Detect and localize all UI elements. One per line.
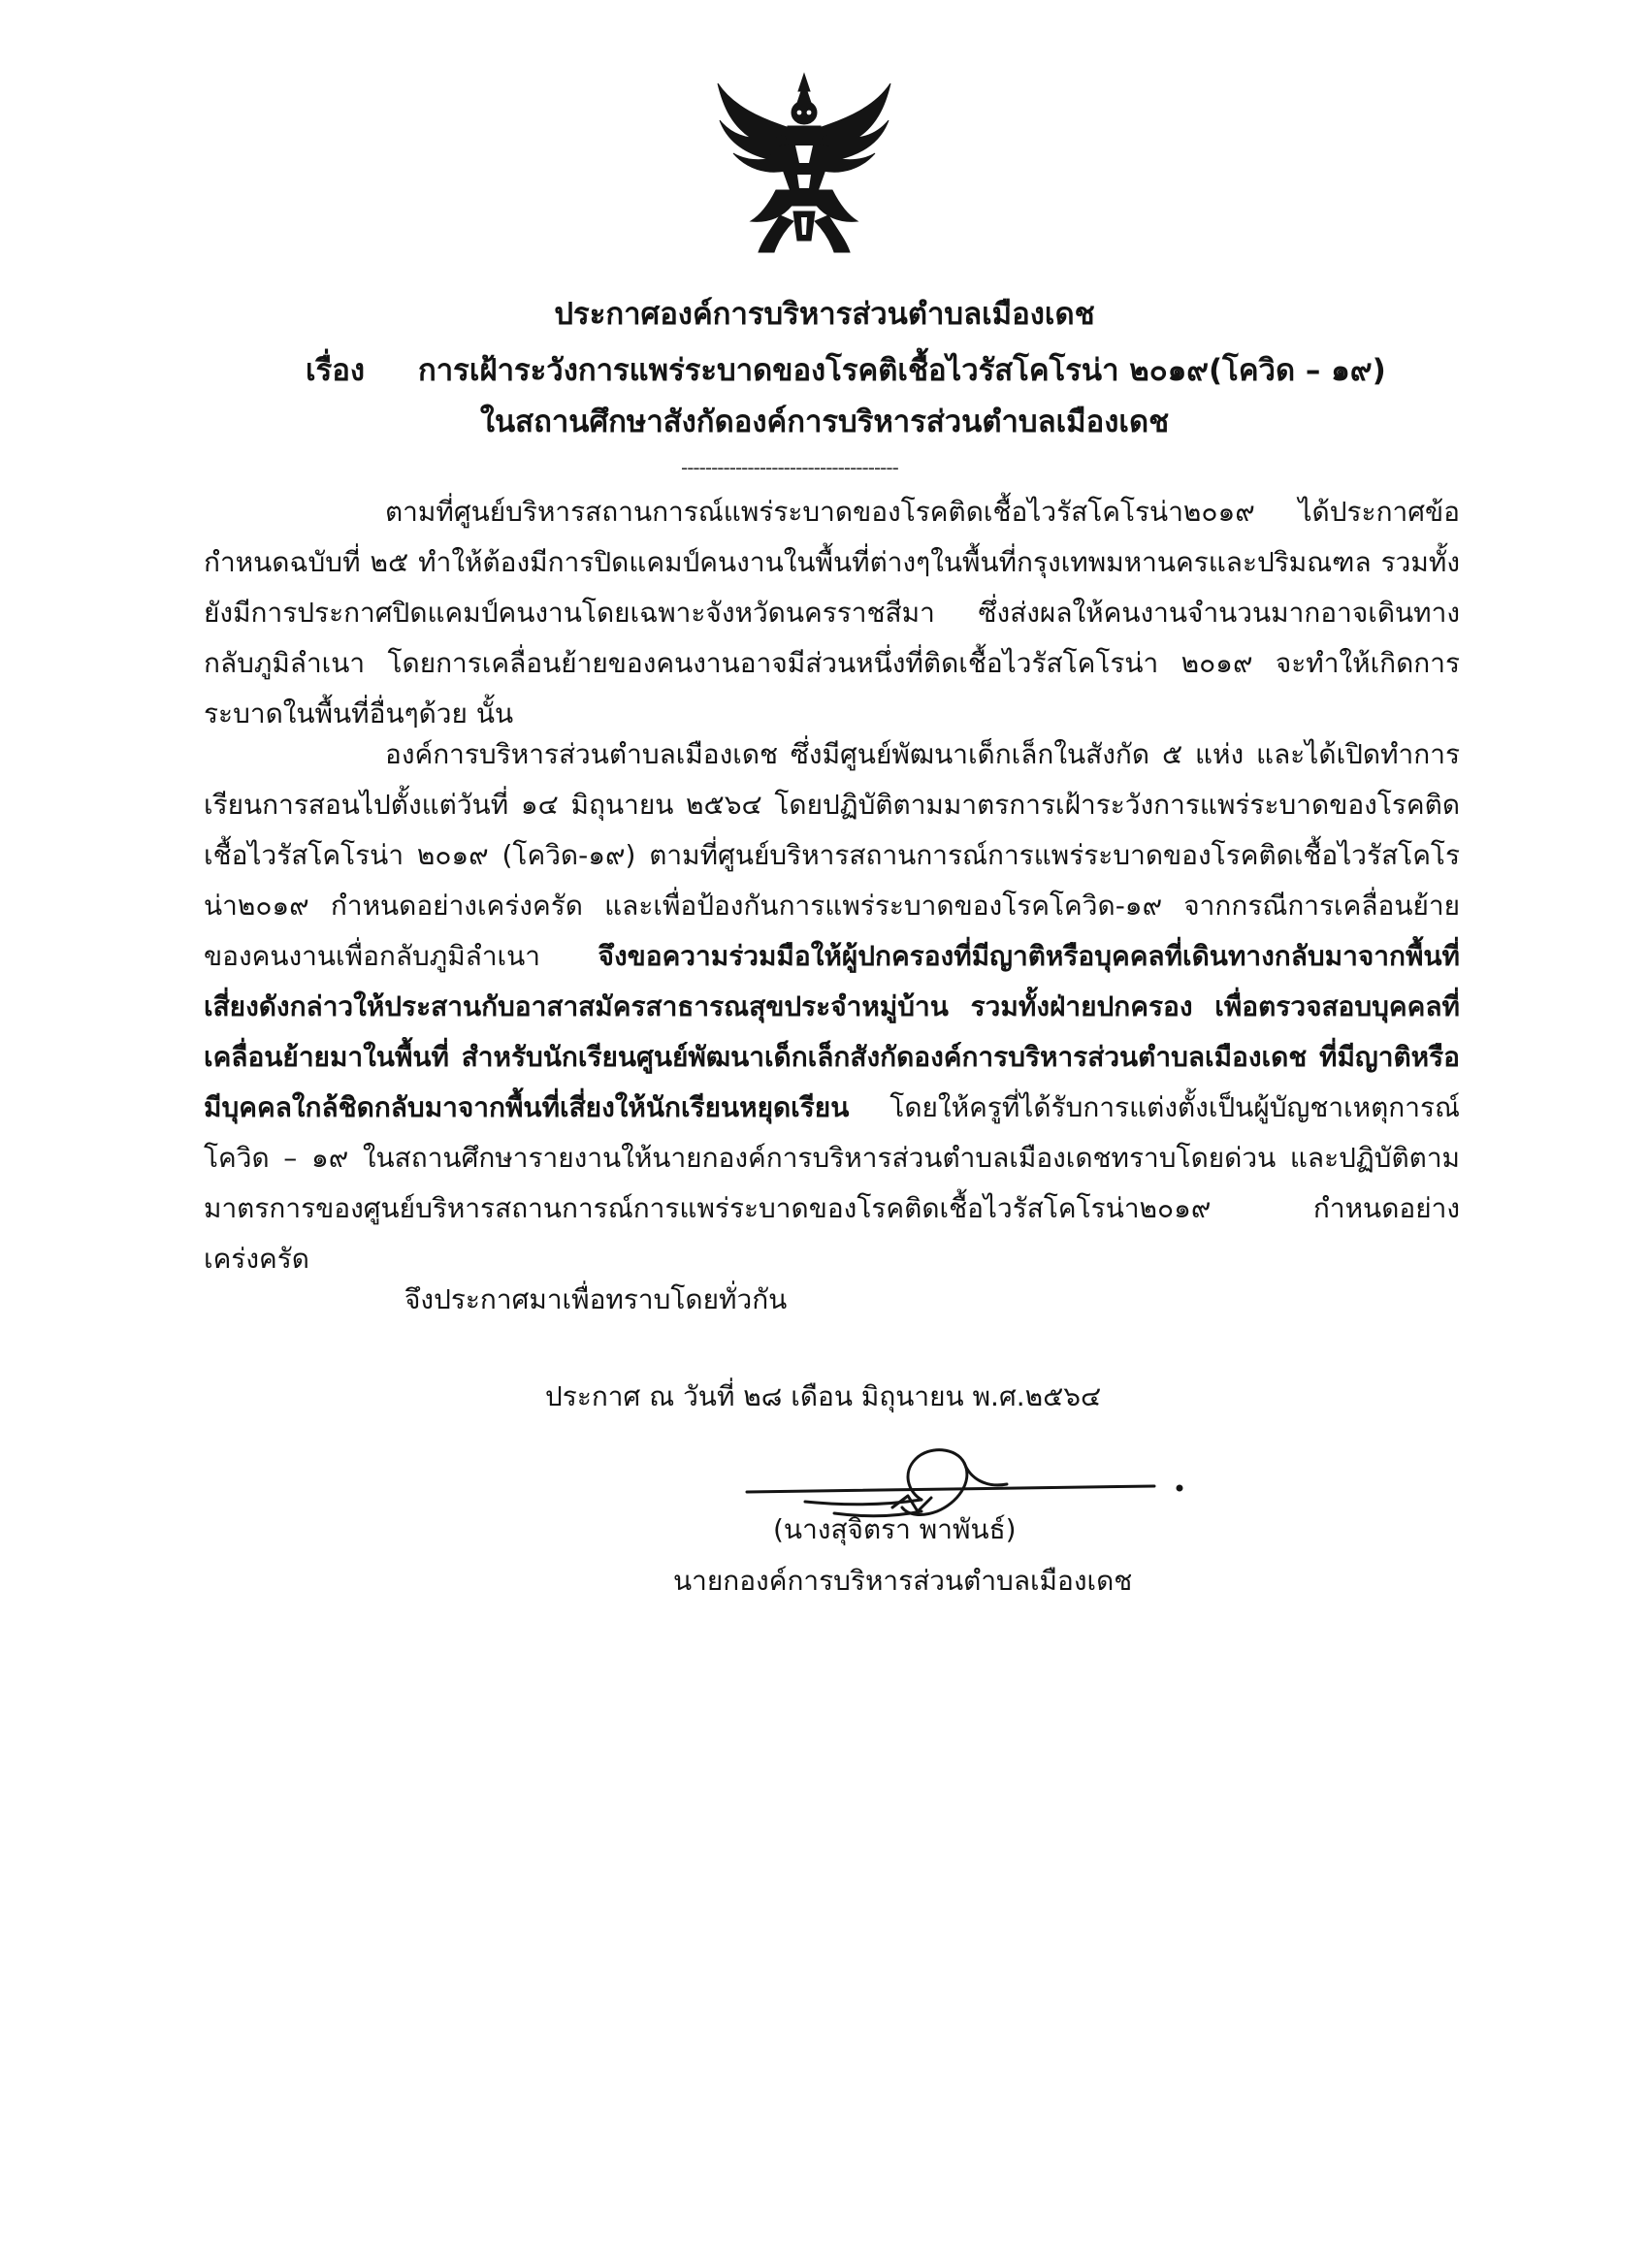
announcement-title: ประกาศองค์การบริหารส่วนตำบลเมืองเดช <box>554 297 1095 332</box>
closing-line: จึงประกาศมาเพื่อทราบโดยทั่วกัน <box>404 1283 788 1315</box>
paragraph-2-outro: โดยให้ครูที่ได้รับการแต่งตั้งเป็นผู้บัญชาเหตุการณ์โควิด – ๑๙ ในสถานศึกษารายงานให้นายกองค์การบริหารส่วนตำบลเมืองเดชทราบโดยด่วน และปฏิบัติตามมาตรการของศูนย์บริหารสถานการณ์การแพร่ระบาดของโรคติดเชื้อไวรัสโคโรน่า๒๐๑๙ กำหนดอย่างเคร่งครัด <box>204 1091 1460 1275</box>
paragraph-1 <box>204 487 1460 739</box>
subject-text: การเฝ้าระวังการแพร่ระบาดของโรคติเชื้อไวรัสโคโรน่า ๒๐๑๙(โควิด – ๑๙) <box>418 353 1386 388</box>
paragraph-2 <box>204 729 1460 1284</box>
paragraph-2-intro: องค์การบริหารส่วนตำบลเมืองเดช ซึ่งมีศูนย์พัฒนาเด็กเล็กในสังกัด ๕ แห่ง และได้เปิดทำการเรียนการสอนไปตั้งแต่วันที่ ๑๔ มิถุนายน ๒๕๖๔ โดยปฏิบัติตามมาตรการเฝ้าระวังการแพร่ระบาดของโรคติดเชื้อไวรัสโคโรน่า ๒๐๑๙ (โควิด-๑๙) ตามที่ศูนย์บริหารสถานการณ์การแพร่ระบาดของโรคติดเชื้อไวรัสโคโรน่า๒๐๑๙ กำหนดอย่างเคร่งครัด และเพื่อป้องกันการแพร่ระบาดของโรคโควิด-๑๙ จากกรณีการเคลื่อนย้ายของคนงานเพื่อกลับภูมิลำเนา <box>204 738 1460 972</box>
paragraph-1-text: ตามที่ศูนย์บริหารสถานการณ์แพร่ระบาดของโรคติดเชื้อไวรัสโคโรน่า๒๐๑๙ ได้ประกาศข้อกำหนดฉบับที่ ๒๕ ทำให้ต้องมีการปิดแคมป์คนงานในพื้นที่ต่างๆในพื้นที่กรุงเทพมหานครและปริมณฑล รวมทั้งยังมีการประกาศปิดแคมป์คนงานโดยเฉพาะจังหวัดนครราชสีมา ซึ่งส่งผลให้คนงานจำนวนมากอาจเดินทางกลับภูมิลำเนา โดยการเคลื่อนย้ายของคนงานอาจมีส่วนหนึ่งที่ติดเชื้อไวรัสโคโรน่า ๒๐๑๙ จะทำให้เกิดการระบาดในพื้นที่อื่นๆด้วย นั้น <box>204 496 1460 729</box>
paragraph-2-text <box>204 729 1460 1284</box>
garuda-emblem-icon <box>712 70 896 256</box>
subject-label: เรื่อง <box>306 353 366 388</box>
signatory-name: (นางสุจิตรา พาพันธ์) <box>773 1513 1017 1545</box>
subject-line <box>306 349 1386 392</box>
title-separator: ------------------------------------ <box>681 456 898 479</box>
signatory-position: นายกองค์การบริหารส่วนตำบลเมืองเดช <box>673 1565 1133 1597</box>
paragraph-2-bold-request: จึงขอความร่วมมือให้ผู้ปกครองที่มีญาติหรือบุคคลที่เดินทางกลับมาจากพื้นที่เสี่ยงดังกล่าวให้ประสานกับอาสาสมัครสาธารณสุขประจำหมู่บ้าน รวมทั้งฝ่ายปกครอง เพื่อตรวจสอบบุคคลที่เคลื่อนย้ายมาในพื้นที่ สำหรับนักเรียนศูนย์พัฒนาเด็กเล็กสังกัดองค์การบริหารส่วนตำบลเมืองเดช ที่มีญาติหรือมีบุคคลใกล้ชิดกลับมาจากพื้นที่เสี่ยงให้นักเรียนหยุดเรียน <box>204 940 1460 1123</box>
subject-line-2: ในสถานศึกษาสังกัดองค์การบริหารส่วนตำบลเมืองเดช <box>479 405 1170 439</box>
announcement-date: ประกาศ ณ วันที่ ๒๘ เดือน มิถุนายน พ.ศ.๒๕๖๔ <box>545 1380 1102 1412</box>
